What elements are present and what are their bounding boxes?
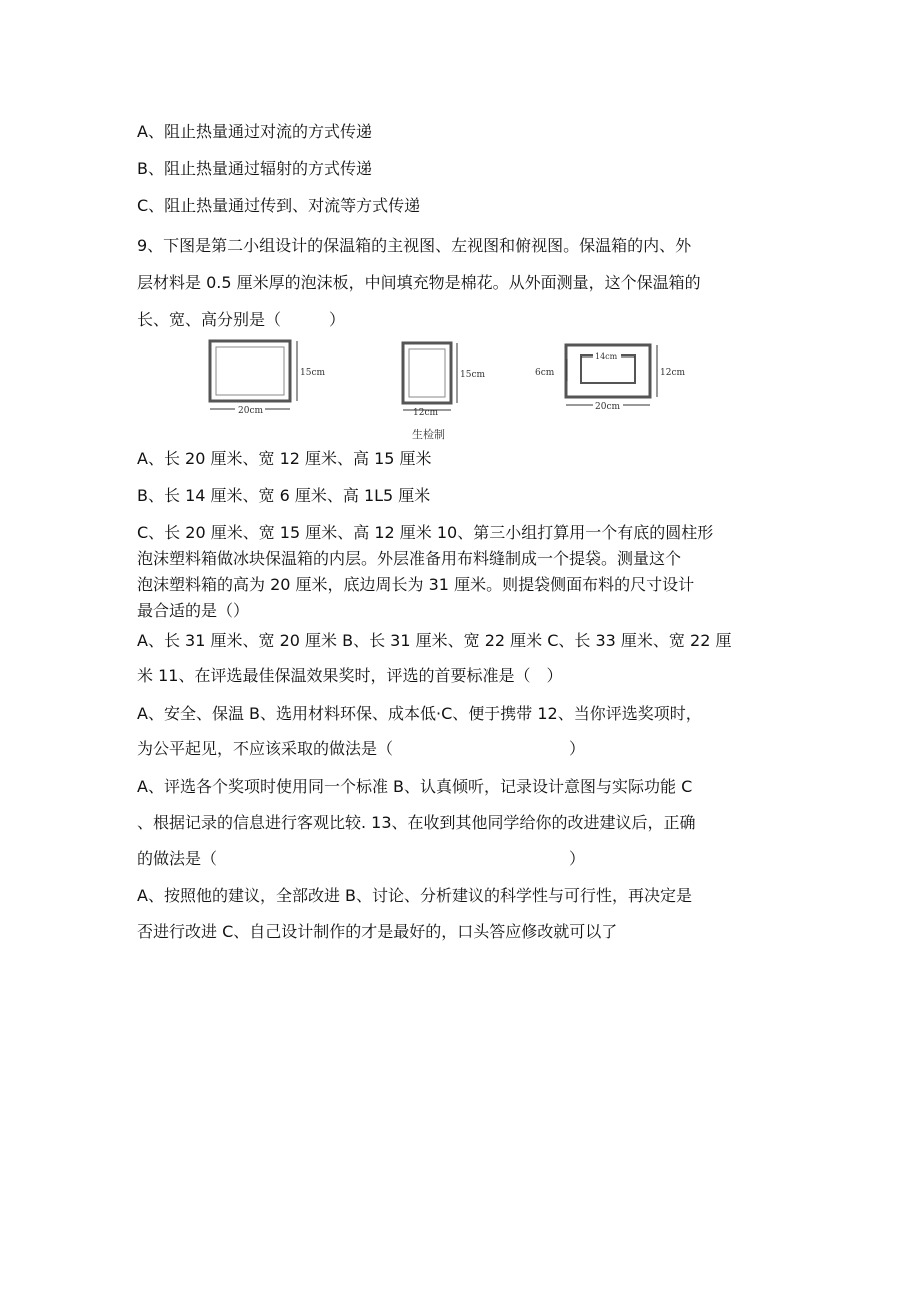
svg-text:15cm: 15cm bbox=[300, 368, 326, 378]
options-13-line1: A、按照他的建议，全部改进 B、讨论、分析建议的科学性与可行性，再决定是 bbox=[137, 886, 693, 905]
front-view bbox=[210, 341, 325, 416]
option-8c: C、阻止热量通过传到、对流等方式传递 bbox=[137, 196, 421, 215]
svg-text:14cm: 14cm bbox=[595, 352, 618, 361]
option-8a: A、阻止热量通过对流的方式传递 bbox=[137, 122, 372, 141]
svg-text:20cm: 20cm bbox=[595, 402, 621, 412]
top-view bbox=[535, 345, 685, 412]
question-10-line2: 泡沫塑料箱做冰块保温箱的内层。外层准备用布料缝制成一个提袋。测量这个 bbox=[137, 549, 682, 568]
three-view-drawing bbox=[205, 335, 685, 430]
question-9-line2: 层材料是 0.5 厘米厚的泡沫板，中间填充物是棉花。从外面测量，这个保温箱的 bbox=[137, 273, 701, 292]
option-9b: B、长 14 厘米、宽 6 厘米、高 1L5 厘米 bbox=[137, 486, 431, 505]
question-10-line3: 泡沫塑料箱的高为 20 厘米，底边周长为 31 厘米。则提袋侧面布料的尺寸设计 bbox=[137, 575, 695, 594]
option-9c-question-10-line1: C、长 20 厘米、宽 15 厘米、高 12 厘米 10、第三小组打算用一个有底的圆柱形 bbox=[137, 523, 714, 542]
options-13-line2: 否进行改进 C、自己设计制作的才是最好的，口头答应修改就可以了 bbox=[137, 922, 618, 941]
options-12-question-13: 、根据记录的信息进行客观比较. 13、在收到其他同学给你的改进建议后，正确 bbox=[137, 813, 696, 832]
options-11-question-12: A、安全、保温 B、选用材料环保、成本低·C、便于携带 12、当你评选奖项时， bbox=[137, 704, 702, 723]
question-9-line3: 长、宽、高分别是（ ） bbox=[137, 310, 346, 329]
svg-text:12cm: 12cm bbox=[413, 408, 439, 418]
figure-caption: 生检制 bbox=[412, 428, 445, 441]
question-13-line2: 的做法是（ ） bbox=[137, 849, 586, 868]
question-11: 米 11、在评选最佳保温效果奖时，评选的首要标准是（ ） bbox=[137, 666, 563, 685]
options-12-line1: A、评选各个奖项时使用同一个标准 B、认真倾听，记录设计意图与实际功能 C bbox=[137, 777, 693, 796]
question-10-line4: 最合适的是（） bbox=[137, 601, 250, 620]
three-view-figure bbox=[205, 335, 685, 445]
option-8b: B、阻止热量通过辐射的方式传递 bbox=[137, 159, 372, 178]
svg-text:12cm: 12cm bbox=[660, 368, 685, 378]
option-9a: A、长 20 厘米、宽 12 厘米、高 15 厘米 bbox=[137, 449, 432, 468]
question-12-line2: 为公平起见，不应该采取的做法是（ ） bbox=[137, 739, 586, 758]
question-9-line1: 9、下图是第二小组设计的保温箱的主视图、左视图和俯视图。保温箱的内、外 bbox=[137, 236, 692, 255]
svg-text:6cm: 6cm bbox=[535, 368, 555, 378]
side-view bbox=[403, 343, 485, 418]
options-10-line1: A、长 31 厘米、宽 20 厘米 B、长 31 厘米、宽 22 厘米 C、长 33 厘米、宽 22 厘 bbox=[137, 631, 732, 650]
svg-text:20cm: 20cm bbox=[238, 406, 264, 416]
svg-text:15cm: 15cm bbox=[460, 370, 486, 380]
